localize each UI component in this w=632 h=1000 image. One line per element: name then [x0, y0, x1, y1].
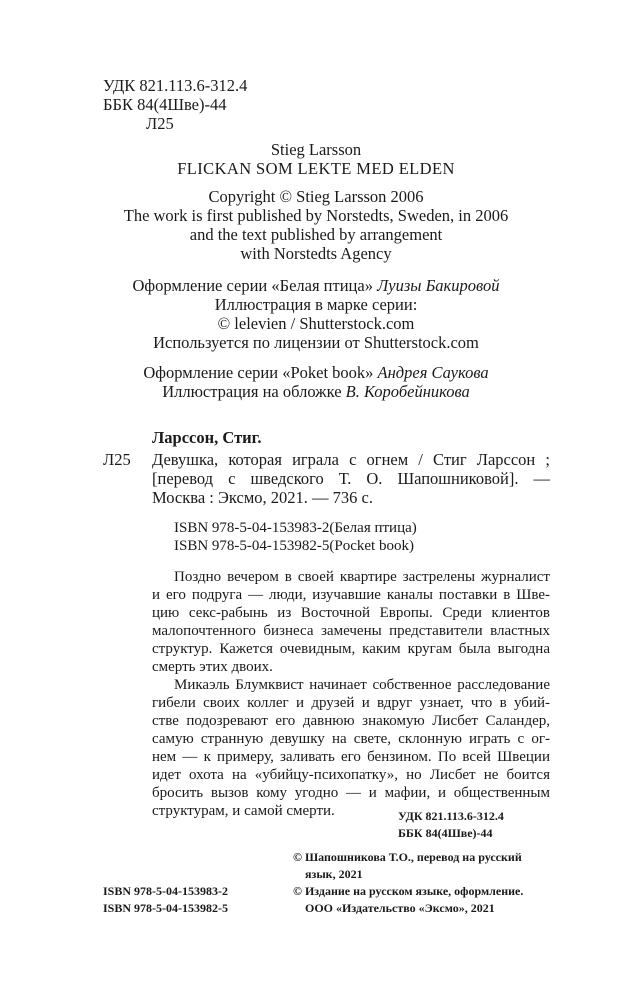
isbn-line: ISBN 978-5-04-153983-2 — [103, 884, 228, 898]
series-design-line — [60, 363, 572, 382]
bottom-classification-codes — [398, 808, 504, 842]
license-line: Используется по лицензии от Shutterstock.com — [153, 333, 479, 352]
bbk-code: ББК 84(4Шве)-44 — [398, 826, 493, 840]
cover-artist-name: В. Коробейникова — [345, 382, 470, 401]
copyright-line: © Шапошникова Т.О., перевод на русский — [293, 850, 522, 864]
copyright-line: with Norstedts Agency — [240, 244, 392, 263]
annotation-line: малопочтенного бизнеса замечены представители властных — [152, 623, 550, 639]
annotation-line: смерть этих двоих. — [152, 659, 273, 675]
catalog-line: Москва : Эксмо, 2021. — 736 с. — [152, 488, 373, 507]
catalog-description — [152, 450, 550, 507]
series-design-prefix: Оформление серии «Poket book» — [143, 363, 374, 382]
annotation-line: стве подозревают его давнюю знакомую Лисбет Саландер, — [152, 713, 550, 729]
annotation-line: Микаэль Блумквист начинает собственное расследование — [174, 677, 550, 693]
udk-code: УДК 821.113.6-312.4 — [398, 809, 504, 823]
annotation-line: структурам, и самой смерти. — [152, 803, 335, 819]
annotation-line: самую странную девушку на свете, склонную играть с ог- — [152, 731, 550, 747]
author-mark: Л25 — [146, 114, 174, 133]
annotation-line: бросить вызов кому угодно — и мафии, и общественным — [152, 785, 550, 801]
annotation — [152, 568, 550, 820]
catalog-isbn-list — [174, 519, 417, 555]
annotation-line: цию секс-рабынь из Восточной Европы. Среди клиентов — [152, 605, 550, 621]
bbk-code: ББК 84(4Шве)-44 — [103, 95, 227, 114]
annotation-line: идет охота на «убийцу-психопатку», но Лисбет не боится — [152, 767, 550, 783]
copyright-line: The work is first published by Norstedts, Sweden, in 2006 — [123, 206, 509, 225]
original-title: FLICKAN SOM LEKTE MED ELDEN — [177, 159, 455, 178]
series-design-line — [60, 276, 572, 295]
catalog-line: [перевод с шведского Т. О. Шапошниковой]. — — [152, 469, 550, 488]
catalog-author-heading: Ларссон, Стиг. — [152, 428, 262, 447]
annotation-line: нем — к примеру, заливать его бензином. По всей Швеции — [152, 749, 550, 765]
catalog-author-mark: Л25 — [103, 450, 131, 469]
annotation-line: структур. Кажется очевидным, каким кругам была выгодна — [152, 641, 550, 657]
isbn-line: ISBN 978-5-04-153983-2(Белая птица) — [174, 520, 417, 536]
illustration-line: Иллюстрация в марке серии: — [214, 295, 418, 314]
annotation-line: Поздно вечером в своей квартире застрелены журналист — [174, 569, 550, 585]
copyright-line: ООО «Издательство «Эксмо», 2021 — [305, 901, 495, 915]
copyright-line: Copyright © Stieg Larsson 2006 — [208, 187, 424, 206]
catalog-line: Девушка, которая играла с огнем / Стиг Ларссон ; — [152, 450, 550, 469]
cover-illustration-prefix: Иллюстрация на обложке — [162, 382, 342, 401]
bottom-isbn-list — [103, 883, 228, 917]
illustration-credit: © lelevien / Shutterstock.com — [217, 314, 415, 333]
series-design-white-bird — [60, 276, 572, 352]
udk-code: УДК 821.113.6-312.4 — [103, 76, 248, 95]
copyright-line: and the text published by arrangement — [189, 225, 443, 244]
bottom-copyright — [293, 849, 523, 917]
series-design-pocket-book — [60, 363, 572, 401]
annotation-line: и его подруга — люди, изучавшие каналы поставки в Шве- — [152, 587, 550, 603]
copyright-line: © Издание на русском языке, оформление. — [293, 884, 524, 898]
series-designer-name: Луизы Бакировой — [377, 276, 500, 295]
annotation-line: гибели своих коллег и друзей и вдруг узнает, что в убий- — [152, 695, 550, 711]
series-design-prefix: Оформление серии «Белая птица» — [132, 276, 373, 295]
isbn-line: ISBN 978-5-04-153982-5 — [103, 901, 228, 915]
copyright-line: язык, 2021 — [305, 867, 363, 881]
original-author: Stieg Larsson — [270, 140, 362, 159]
english-copyright-block — [60, 187, 572, 263]
top-classification-codes — [103, 76, 247, 133]
cover-illustration-line — [60, 382, 572, 401]
original-title-block — [60, 140, 572, 178]
isbn-line: ISBN 978-5-04-153982-5(Pocket book) — [174, 538, 414, 554]
series-designer-name: Андрея Саукова — [377, 363, 489, 382]
